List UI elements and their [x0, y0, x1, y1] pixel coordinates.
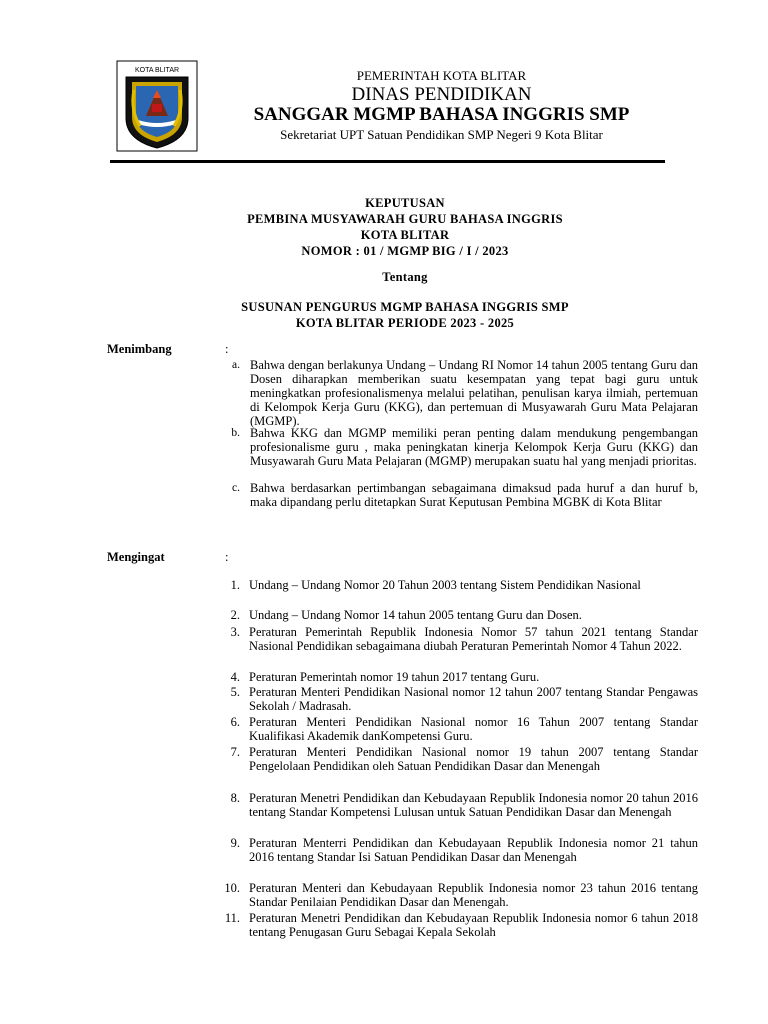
item-marker: 1.: [230, 578, 240, 592]
item-text: Undang – Undang Nomor 14 tahun 2005 tentang Guru dan Dosen.: [249, 608, 582, 622]
decree-city: KOTA BLITAR: [360, 228, 450, 242]
item-marker: a.: [232, 359, 240, 371]
item-marker: 8.: [230, 791, 240, 805]
mengingat-colon: :: [225, 550, 229, 564]
menimbang-colon: :: [225, 342, 229, 356]
item-text: Peraturan Menteri Pendidikan Nasional nomor 16 Tahun 2007 tentang Standar Kualifikasi Akademik danKompetensi Guru.: [249, 715, 698, 743]
letterhead-government: PEMERINTAH KOTA BLITAR: [356, 68, 527, 83]
item-text: Peraturan Menteri Pendidikan Nasional nomor 19 tahun 2007 tentang Standar Pengelolaan Pendidikan oleh Satuan Pendidikan Dasar dan Menengah: [249, 745, 698, 773]
decree-title: KEPUTUSAN: [365, 196, 445, 210]
item-text: Peraturan Pemerintah Republik Indonesia Nomor 57 tahun 2021 tentang Standar Nasional Pendidikan sebagaimana diubah Peraturan Pemerintah Nomor 4 Tahun 2022.: [249, 625, 698, 653]
decree-subject-line1: SUSUNAN PENGURUS MGMP BAHASA INGGRIS SMP: [241, 300, 569, 314]
item-marker: 11.: [224, 911, 240, 925]
decree-number: NOMOR : 01 / MGMP BIG / I / 2023: [301, 244, 509, 258]
item-text: Bahwa berdasarkan pertimbangan sebagaimana dimaksud pada huruf a dan huruf b, maka dipandang perlu ditetapkan Surat Keputusan Pembina MGBK di Kota Blitar: [250, 481, 698, 509]
item-text: Peraturan Pemerintah nomor 19 tahun 2017 tentang Guru.: [249, 670, 540, 684]
item-marker: 3.: [230, 625, 240, 639]
item-marker: c.: [232, 482, 240, 494]
item-marker: 5.: [230, 685, 240, 699]
item-marker: 10.: [224, 881, 240, 895]
item-marker: 9.: [230, 836, 240, 850]
item-marker: 6.: [230, 715, 240, 729]
menimbang-label: Menimbang: [107, 342, 172, 356]
item-text: Undang – Undang Nomor 20 Tahun 2003 tentang Sistem Pendidikan Nasional: [249, 578, 641, 592]
letterhead-agency: DINAS PENDIDIKAN: [351, 84, 532, 105]
item-text: Peraturan Menetri Pendidikan dan Kebudayaan Republik Indonesia nomor 20 tahun 2016 tentang Standar Kompetensi Lulusan untuk Satuan Pendidikan Dasar dan Menengah: [249, 791, 698, 819]
item-text: Peraturan Menteri dan Kebudayaan Republik Indonesia nomor 23 tahun 2016 tentang Standar Penilaian Pendidikan Dasar dan Menengah.: [249, 881, 698, 909]
item-text: Peraturan Menetri Pendidikan dan Kebudayaan Republik Indonesia nomor 6 tahun 2018 tentang Penugasan Guru Sebagai Kepala Sekolah: [249, 911, 698, 939]
decree-tentang: Tentang: [382, 270, 428, 284]
letterhead-secretariat: Sekretariat UPT Satuan Pendidikan SMP Negeri 9 Kota Blitar: [280, 127, 603, 142]
item-text: Peraturan Menteri Pendidikan Nasional nomor 12 tahun 2007 tentang Standar Pengawas Sekolah / Madrasah.: [249, 685, 698, 713]
letterhead-organization: SANGGAR MGMP BAHASA INGGRIS SMP: [253, 104, 630, 125]
kota-blitar-crest-logo: [116, 60, 198, 152]
item-text: Bahwa dengan berlakunya Undang – Undang RI Nomor 14 tahun 2005 tentang Guru dan Dosen diharapkan memberikan suatu kesempatan yang tepat bagi guru untuk meningkatkan profesionalismenya melalui pelatihan, penulisan karya ilmiah, pertemuan di Kelompok Kerja Guru (KKG), dan pertemuan di Musyawarah Guru Mata Pelajaran (MGMP).: [250, 358, 698, 428]
item-marker: 7.: [230, 745, 240, 759]
letterhead-divider: [110, 160, 665, 163]
item-text: Peraturan Menterri Pendidikan dan Kebudayaan Republik Indonesia nomor 21 tahun 2016 tentang Standar Isi Satuan Pendidikan Dasar dan Menengah: [249, 836, 698, 864]
decree-subject-line2: KOTA BLITAR PERIODE 2023 - 2025: [295, 316, 515, 330]
mengingat-label: Mengingat: [107, 550, 165, 564]
logo-label: KOTA BLITAR: [134, 67, 180, 74]
item-marker: 2.: [230, 608, 240, 622]
item-text: Bahwa KKG dan MGMP memiliki peran penting dalam mendukung pengembangan profesionalisme guru , maka peningkatan kinerja Kelompok Kerja Guru (KKG) dan Musyawarah Guru Mata Pelajaran (MGMP) merupakan suatu hal yang menjadi prioritas.: [250, 426, 698, 468]
item-marker: b.: [231, 427, 240, 439]
item-marker: 4.: [230, 670, 240, 684]
decree-issuer: PEMBINA MUSYAWARAH GURU BAHASA INGGRIS: [247, 212, 563, 226]
